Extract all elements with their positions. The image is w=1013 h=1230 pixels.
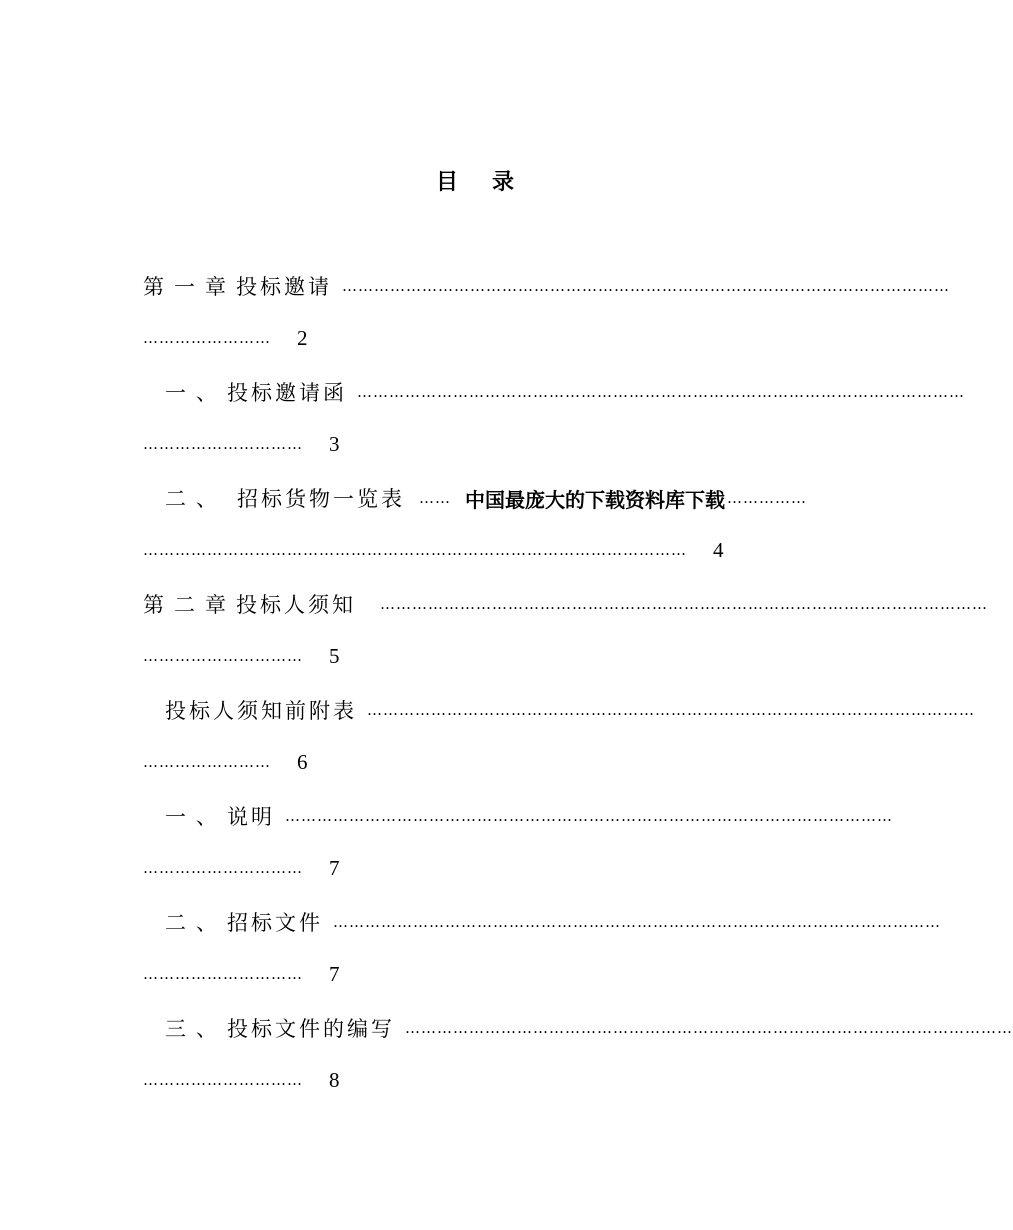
toc-entry-number: 一、 xyxy=(165,805,227,829)
toc-entry-number: 第一章 xyxy=(143,275,236,299)
toc-entry-page: 3 xyxy=(329,431,340,456)
toc-entry-label: 说明 xyxy=(227,805,275,829)
toc-entry-label: 投标文件的编写 xyxy=(227,1017,395,1041)
toc-entry[interactable] xyxy=(143,904,941,1010)
toc-leader-dots: ………………………………………………………………………………………… xyxy=(143,541,687,559)
toc-entry-number: 二、 xyxy=(165,487,227,511)
toc-leader-dots: …………………………………………………………………………………………………… xyxy=(357,383,965,401)
toc-leader-dots: …………………………………………………………………………………………………… xyxy=(380,595,988,613)
toc-title-char-2: 录 xyxy=(492,170,515,195)
toc-entry-number: 一、 xyxy=(165,381,227,405)
toc-leader-dots: …………………………………………………………………………………………………… xyxy=(367,701,975,719)
toc-entry-label: 投标人须知前附表 xyxy=(165,699,357,723)
toc-entry[interactable] xyxy=(143,692,975,798)
toc-entry-note: 中国最庞大的下载资料库下载 xyxy=(465,487,725,512)
toc-leader-dots: …………… xyxy=(727,489,807,507)
toc-entry-number: 三、 xyxy=(165,1017,227,1041)
toc-leader-dots: …………………… xyxy=(143,329,271,347)
toc-leader-dots: …………………………………………………………………………………………………… xyxy=(342,277,950,295)
toc-leader-dots: …………………………………………………………………………………………………… xyxy=(285,807,893,825)
table-of-contents xyxy=(143,268,1013,1116)
toc-entry-number: 二、 xyxy=(165,911,227,935)
toc-entry-page: 4 xyxy=(713,537,724,562)
toc-entry[interactable] xyxy=(143,480,808,586)
toc-leader-dots: …………………………………………………………………………………………………… xyxy=(333,913,941,931)
toc-entry[interactable] xyxy=(143,268,950,374)
toc-entry-page: 7 xyxy=(329,961,340,986)
toc-entry[interactable] xyxy=(143,798,893,904)
toc-leader-dots: ………………………… xyxy=(143,435,303,453)
toc-leader-dots: …………………… xyxy=(143,753,271,771)
toc-leader-dots: ………………………… xyxy=(143,1071,303,1089)
toc-entry-label: 投标邀请函 xyxy=(227,381,347,405)
toc-entry-label: 招标文件 xyxy=(227,911,323,935)
toc-title xyxy=(0,165,950,196)
toc-entry-label: 投标人须知 xyxy=(236,593,356,617)
toc-leader-dots: …………………………………………………………………………………………………… xyxy=(405,1019,1013,1037)
toc-entry-page: 7 xyxy=(329,855,340,880)
toc-entry-page: 5 xyxy=(329,643,340,668)
toc-entry-page: 8 xyxy=(329,1067,340,1092)
toc-title-char-1: 目 xyxy=(435,170,458,195)
toc-entry-page: 6 xyxy=(297,749,308,774)
toc-leader-dots: …… xyxy=(419,489,451,507)
toc-entry-page: 2 xyxy=(297,325,308,350)
toc-entry-label: 投标邀请 xyxy=(236,275,332,299)
toc-leader-dots: ………………………… xyxy=(143,965,303,983)
toc-entry[interactable] xyxy=(143,1010,1013,1116)
toc-leader-dots: ………………………… xyxy=(143,859,303,877)
toc-entry[interactable] xyxy=(143,586,988,692)
toc-entry-label: 招标货物一览表 xyxy=(237,487,405,511)
toc-entry[interactable] xyxy=(143,374,965,480)
toc-leader-dots: ………………………… xyxy=(143,647,303,665)
toc-entry-number: 第二章 xyxy=(143,593,236,617)
